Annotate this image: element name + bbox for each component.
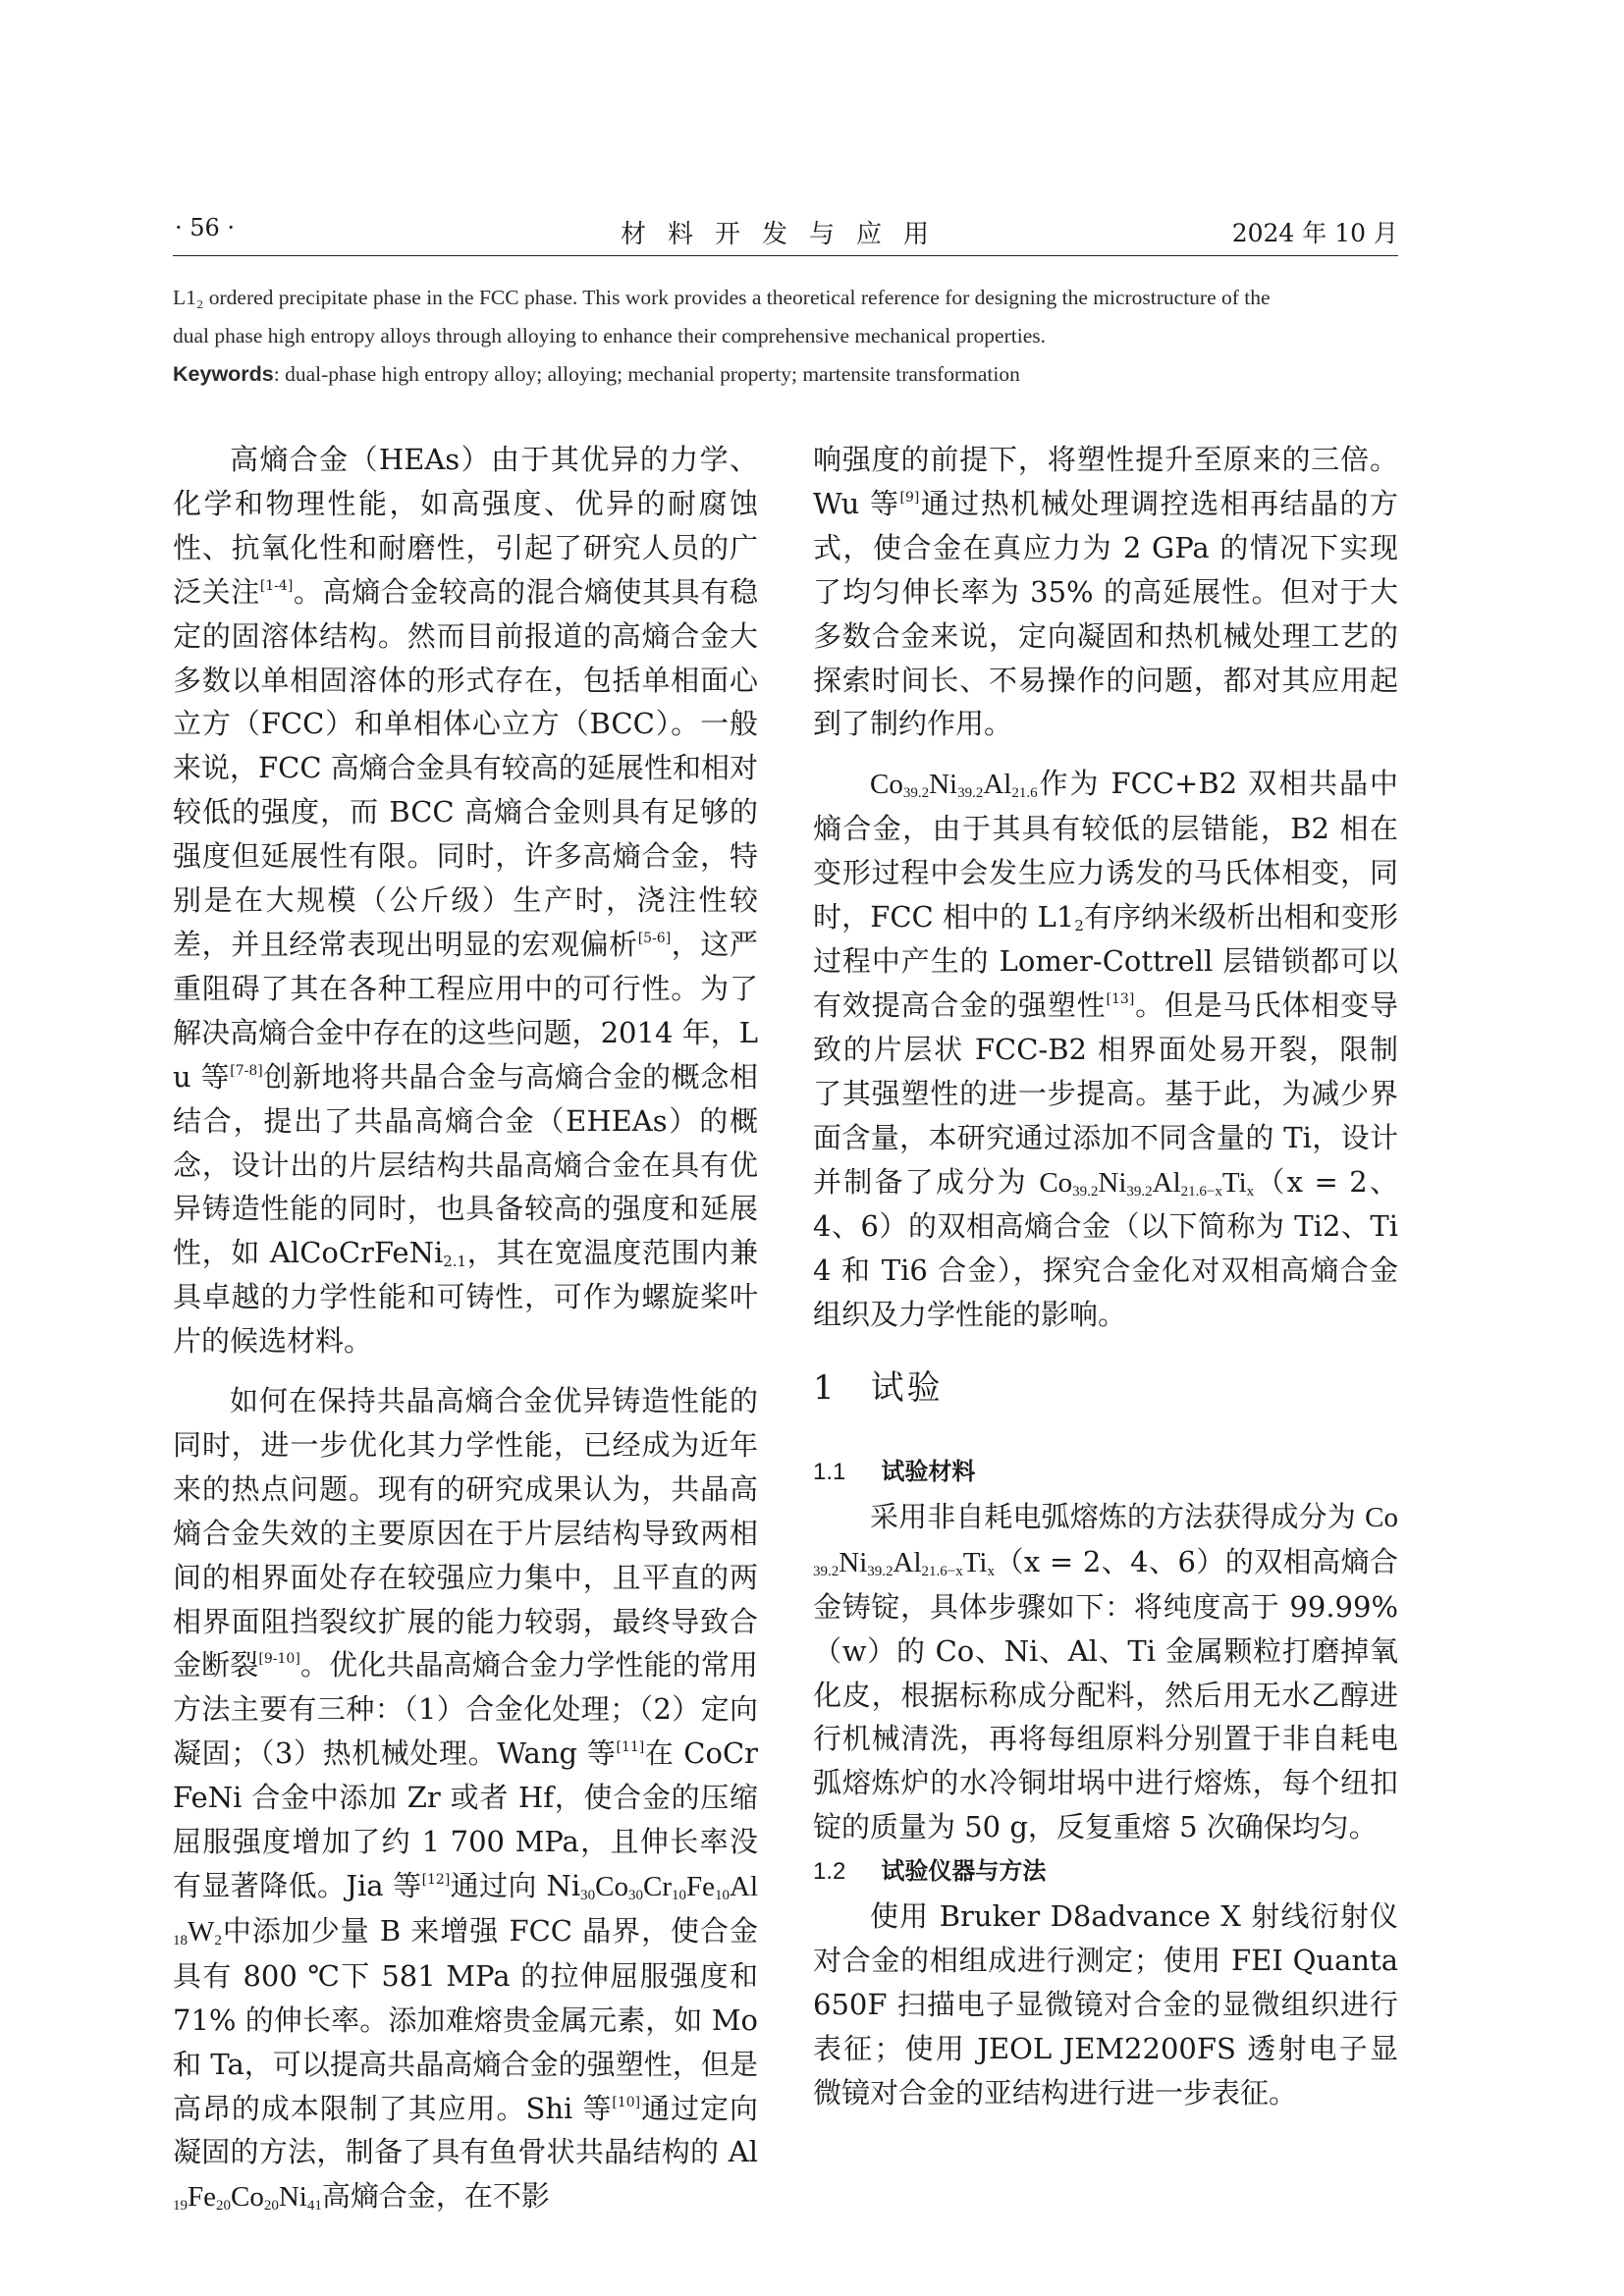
subsection-heading: 1.2 试验仪器与方法 [813,1857,1047,1886]
section-heading: 1 试验 [813,1368,944,1409]
citation: [5-6] [637,930,672,946]
chemical-formula: $Co_{39.2}Ni_{39.2}Al_{21.6}$ [870,769,1038,802]
citation: [7-8] [230,1062,263,1079]
body-paragraph: 采用非自耗电弧熔炼的方法获得成分为 $Co_{39.2}Ni_{39.2}Al_{21.6-x}Ti_x(x = 2$、4、6）的双相高熵合金铸锭，具体步骤如下：将纯度高于 99.99%（w）的 Co、Ni、Al、Ti 金属颗粒打磨掉氧化皮，根据标称成分配料，然后用无水乙醇进行机械清洗，再将每组原料分别置于非自耗电弧熔炼炉的水冷铜坩埚中进行熔炼，每个纽扣锭的质量为 50 g，反复重熔 5 次确保均匀。 [813,1499,1398,1844]
chemical-formula: $_{19}Fe_{20}Co_{20}Ni_{41}$ [173,2181,322,2215]
abstract-tail [173,279,1400,394]
body-paragraph: $Co_{39.2}Ni_{39.2}Al_{21.6}$作为 FCC+B2 双相共晶中熵合金，由于其具有较低的层错能，B2 相在变形过程中会发生应力诱发的马氏体相变，同时，FCC 相中的 $L1_2$有序纳米级析出相和变形过程中产生的 Lomer-Cottrell 层错锁都可以有效提高合金的强塑性[13]。但是马氏体相变导致的片层状 FCC-B2 相界面处易开裂，限制了其强塑性的进一步提高。基于此，为减少界面含量，本研究通过添加不同含量的 Ti，设计并制备了成分为 $Co_{39.2}Ni_{39.2}Al_{21.6-x}Ti_x(x = 2$、4、6）的双相高熵合金（以下简称为 Ti2、Ti4 和 Ti6 合金），探究合金化对双相高熵合金组织及力学性能的影响。 [813,767,1399,1332]
keywords-line [173,355,1400,394]
body-paragraph: 高熵合金（HEAs）由于其优异的力学、化学和物理性能，如高强度、优异的耐腐蚀性、抗氧化性和耐磨性，引起了研究人员的广泛关注[1-4]。高熵合金较高的混合熵使其具有稳定的固溶体结构。然而目前报道的高熵合金大多数以单相固溶体的形式存在，包括单相面心立方（FCC）和单相体心立方（BCC）。一般来说，FCC 高熵合金具有较高的延展性和相对较低的强度，而 BCC 高熵合金则具有足够的强度但延展性有限。同时，许多高熵合金，特别是在大规模（公斤级）生产时，浇注性较差，并且经常表现出明显的宏观偏析[5-6]，这严重阻碍了其在各种工程应用中的可行性。为了解决高熵合金中存在的这些问题，2014 年，Lu 等[7-8]创新地将共晶合金与高熵合金的概念相结合，提出了共晶高熵合金（EHEAs）的概念，设计出的片层结构共晶高熵合金在具有优异铸造性能的同时，也具备较高的强度和延展性，如 AlCoCrFeNi$_{2.1}$，其在宽温度范围内兼具卓越的力学性能和可铸性，可作为螺旋桨叶片的候选材料。 [173,443,758,1359]
citation: [9] [899,489,920,506]
issue-date: 2024 年 10 月 [1231,219,1398,247]
keywords-label: Keywords [173,362,274,386]
abstract-line-1: L1₂ ordered precipitate phase in the FCC phase. This work provides a theoretical reference for designing the microstructure of the [173,286,1271,309]
keywords-text: : dual-phase high entropy alloy; alloying; mechanial property; martensite transformation [273,362,1020,386]
body-paragraph: 响强度的前提下，将塑性提升至原来的三倍。Wu 等[9]通过热机械处理调控选相再结晶的方式，使合金在真应力为 2 GPa 的情况下实现了均匀伸长率为 35% 的高延展性。但对于大多数合金来说，定向凝固和热机械处理工艺的探索时间长、不易操作的问题，都对其应用起到了制约作用。 [813,443,1398,741]
abstract-line-2: dual phase high entropy alloys through alloying to enhance their comprehensive mechanical properties. [173,324,1046,347]
page-number: · 56 · [175,214,236,241]
citation: [9-10] [258,1651,300,1668]
chemical-formula: $_{30}Co_{30}Cr_{10}Fe_{10}Al_{18}W_2$ [173,1871,758,1949]
chemical-formula: $Co_{39.2}Ni_{39.2}Al_{21.6-x}Ti_x$ [1039,1166,1255,1200]
citation: [12] [421,1872,451,1888]
body-paragraph: 如何在保持共晶高熵合金优异铸造性能的同时，进一步优化其力学性能，已经成为近年来的热点问题。现有的研究成果认为，共晶高熵合金失效的主要原因在于片层结构导致两相间的相界面处存在较强应力集中，且平直的两相界面阻挡裂纹扩展的能力较弱，最终导致合金断裂[9-10]。优化共晶高熵合金力学性能的常用方法主要有三种：（1）合金化处理；（2）定向凝固；（3）热机械处理。Wang 等[11]在 CoCrFeNi 合金中添加 Zr 或者 Hf，使合金的压缩屈服强度增加了约 1 700 MPa，且伸长率没有显著降低。Jia 等[12]通过向 $Ni_{30}Co_{30}Cr_{10}Fe_{10}Al_{18}W_2$中添加少量 B 来增强 FCC 晶界，使合金具有 800 ℃下 581 MPa 的拉伸屈服强度和 71% 的伸长率。添加难熔贵金属元素，如 Mo 和 Ta，可以提高共晶高熵合金的强塑性，但是高昂的成本限制了其应用。Shi 等[10]通过定向凝固的方法，制备了具有鱼骨状共晶结构的 $Al_{19}Fe_{20}Co_{20}Ni_{41}$高熵合金，在不影 [173,1384,758,2215]
citation: [13] [1106,990,1135,1007]
citation: [10] [612,2094,641,2110]
right-column [813,438,1398,2115]
citation: [11] [616,1739,645,1756]
journal-title: 材料开发与应用 [620,220,950,249]
chemical-formula: $Co_{39.2}Ni_{39.2}Al_{21.6-x}Ti_x$ [813,1501,1398,1579]
citation: [1-4] [259,577,294,594]
running-header [173,214,1398,256]
left-column [173,438,758,2219]
subsection-heading: 1.1 试验材料 [813,1458,976,1486]
body-paragraph: 使用 Bruker D8advance X 射线衍射仪对合金的相组成进行测定；使用 FEI Quanta 650F 扫描电子显微镜对合金的显微组织进行表征；使用 JEOL JEM2200FS 透射电子显微镜对合金的亚结构进行进一步表征。 [813,1899,1398,2109]
